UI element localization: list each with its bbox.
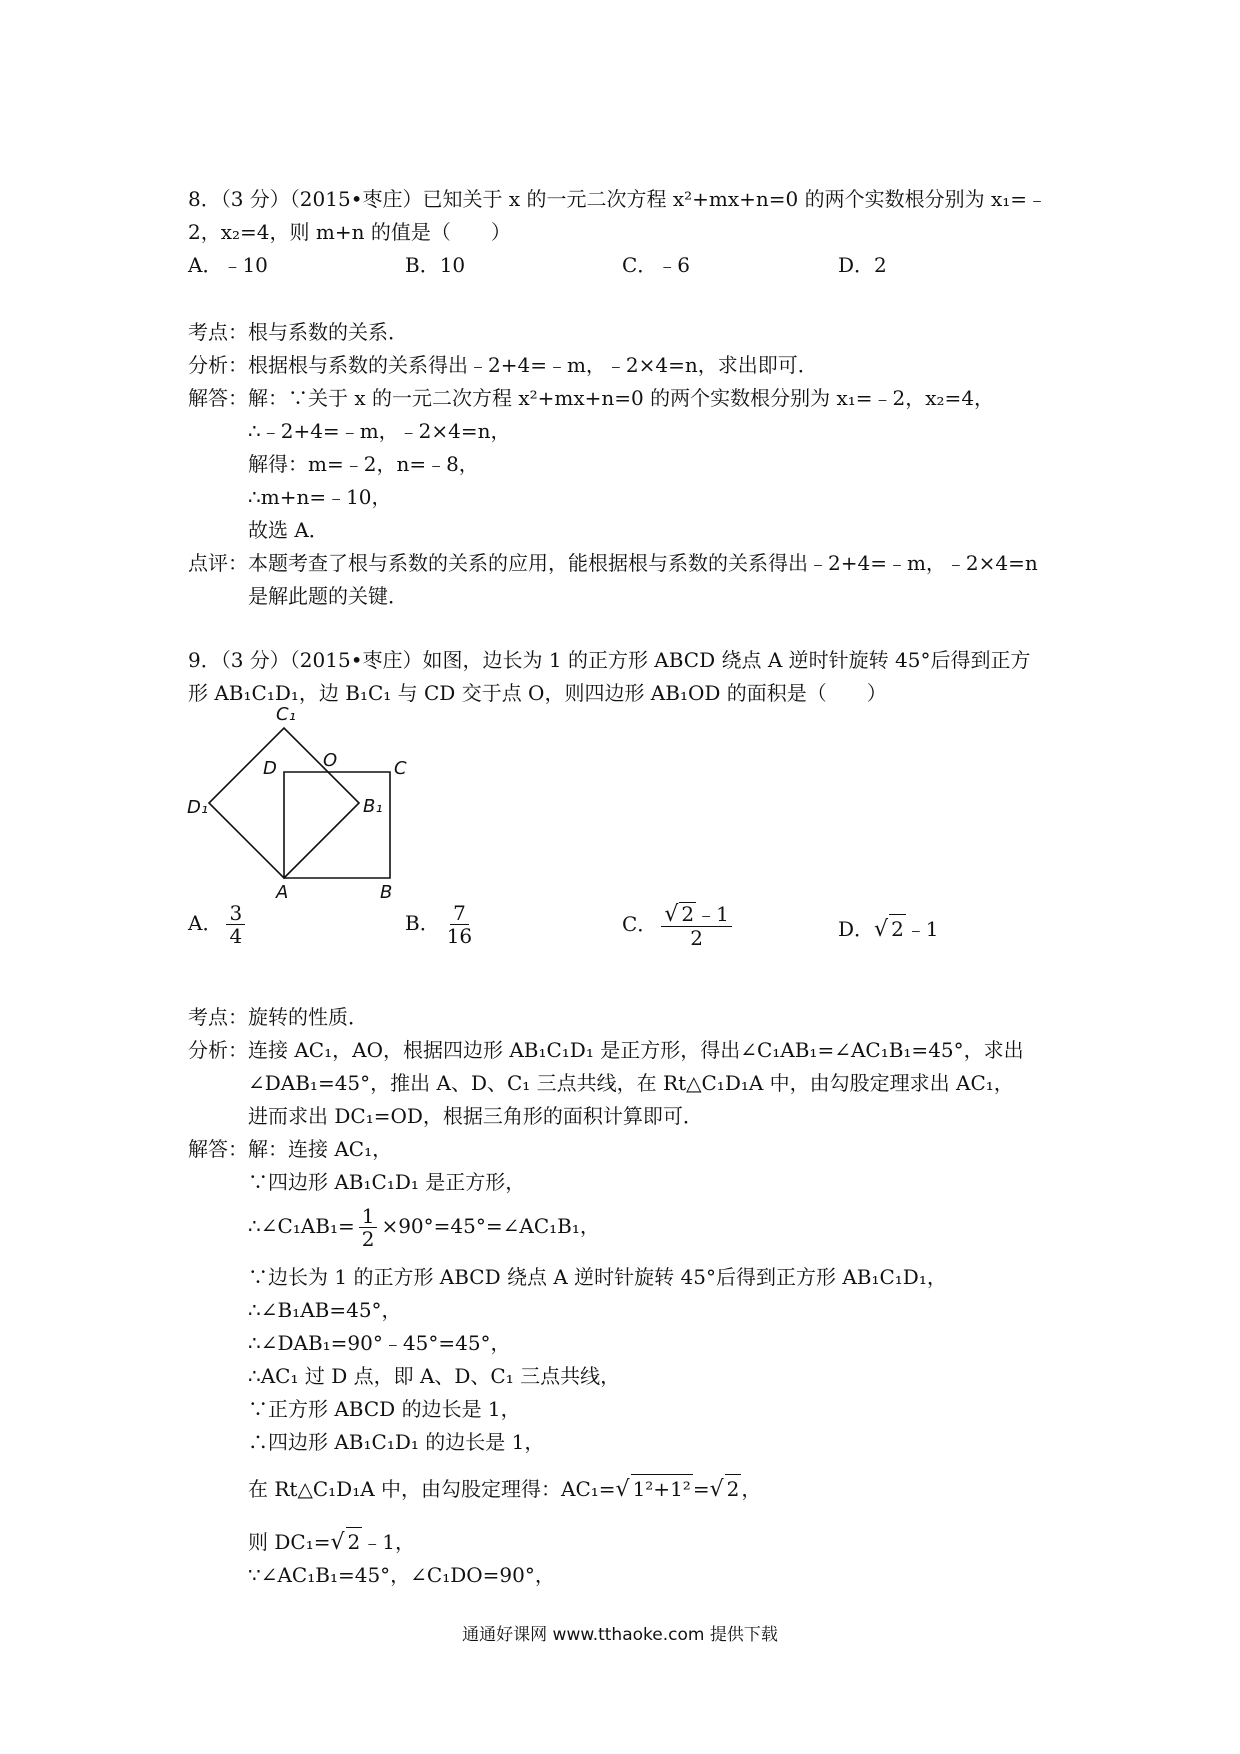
radical-sign: √ bbox=[709, 1477, 724, 1502]
q9-option-d: D．√ 2 ﹣1 bbox=[838, 914, 939, 944]
q8-option-d: D．2 bbox=[838, 253, 887, 277]
q9-option-b: B． $\frac{7}{16}$ bbox=[405, 902, 479, 947]
q8-kaodian: 考点：根与系数的关系． bbox=[188, 320, 408, 344]
q9-jieda-line7: ∴AC₁ 过 D 点，即 A、D、C₁ 三点共线， bbox=[248, 1364, 621, 1388]
q9-jieda-line12: ∵∠AC₁B₁=45°，∠C₁DO=90°， bbox=[248, 1563, 555, 1587]
q9-jieda-line2: ∵四边形 AB₁C₁D₁ 是正方形， bbox=[248, 1170, 526, 1194]
label-c: C bbox=[394, 758, 407, 779]
q8-jieda-line4: ∴m+n=﹣10， bbox=[248, 485, 392, 509]
label-d1: D₁ bbox=[187, 797, 209, 818]
label-o: O bbox=[323, 750, 338, 771]
q8-stem-line2: 2，x₂=4，则 m+n 的值是（ ） bbox=[188, 220, 511, 244]
q9-jieda-line8: ∵正方形 ABCD 的边长是 1， bbox=[248, 1397, 521, 1421]
q9-jieda-line10: 在 Rt△C₁D₁A 中，由勾股定理得：AC₁=√ 1²+1² =√ 2 ， bbox=[248, 1474, 761, 1504]
label-b1: B₁ bbox=[363, 796, 383, 817]
radical-sign: √ bbox=[615, 1477, 630, 1502]
fraction: $\frac{1}{2}$ bbox=[359, 1205, 378, 1250]
q8-option-b: B．10 bbox=[405, 253, 466, 277]
radical-sign: √ bbox=[330, 1530, 345, 1555]
fraction: $\frac{√ 2 ﹣1}{2}$ bbox=[661, 902, 732, 949]
radical-sign: √ bbox=[664, 902, 679, 927]
q8-fenxi: 分析：根据根与系数的关系得出﹣2+4=﹣m，﹣2×4=n，求出即可． bbox=[188, 353, 818, 377]
q8-jieda-line5: 故选 A． bbox=[248, 518, 329, 542]
label-a: A bbox=[276, 882, 289, 903]
q9-jieda-line9: ∴四边形 AB₁C₁D₁ 的边长是 1， bbox=[248, 1430, 545, 1454]
q9-jieda-line4: ∵边长为 1 的正方形 ABCD 绕点 A 逆时针旋转 45°后得到正方形 AB₁C₁D₁， bbox=[248, 1265, 947, 1289]
q9-kaodian: 考点：旋转的性质． bbox=[188, 1005, 368, 1029]
q9-jieda-line5: ∴∠B₁AB=45°， bbox=[248, 1298, 402, 1322]
label-d: D bbox=[263, 758, 277, 779]
q8-jieda-line2: ∴﹣2+4=﹣m，﹣2×4=n， bbox=[248, 419, 511, 443]
q9-fenxi-line3: 进而求出 DC₁=OD，根据三角形的面积计算即可． bbox=[248, 1104, 703, 1128]
q8-dianping-line2: 是解此题的关键． bbox=[248, 584, 408, 608]
q8-option-c: C．﹣6 bbox=[622, 253, 691, 277]
q9-stem-line2: 形 AB₁C₁D₁，边 B₁C₁ 与 CD 交于点 O，则四边形 AB₁OD 的面积是（ ） bbox=[188, 681, 887, 705]
q9-fenxi-line2: ∠DAB₁=45°，推出 A、D、C₁ 三点共线，在 Rt△C₁D₁A 中，由勾股定理求出 AC₁， bbox=[248, 1071, 1014, 1095]
q8-stem-line1: 8．（3 分）（2015•枣庄）已知关于 x 的一元二次方程 x²+mx+n=0 的两个实数根分别为 x₁=﹣ bbox=[188, 187, 1048, 211]
q9-jieda-line6: ∴∠DAB₁=90°﹣45°=45°， bbox=[248, 1331, 511, 1355]
q8-jieda-line3: 解得：m=﹣2，n=﹣8， bbox=[248, 452, 479, 476]
q9-option-c: C． $\frac{√ 2 ﹣1}{2}$ bbox=[622, 902, 736, 949]
q9-jieda-line1: 解答：解：连接 AC₁， bbox=[188, 1137, 393, 1161]
label-c1: C₁ bbox=[276, 704, 296, 725]
q8-jieda-line1: 解答：解：∵关于 x 的一元二次方程 x²+mx+n=0 的两个实数根分别为 x₁=﹣2，x₂=4， bbox=[188, 386, 995, 410]
q9-fenxi-line1: 分析：连接 AC₁，AO，根据四边形 AB₁C₁D₁ 是正方形，得出∠C₁AB₁=∠AC₁B₁=45°，求出 bbox=[188, 1038, 1024, 1062]
label-b: B bbox=[380, 882, 393, 903]
q9-stem-line1: 9．（3 分）（2015•枣庄）如图，边长为 1 的正方形 ABCD 绕点 A 逆时针旋转 45°后得到正方 bbox=[188, 648, 1031, 672]
q8-option-a: A．﹣10 bbox=[188, 253, 268, 277]
footer-watermark: 通通好课网 www.tthaoke.com 提供下载 bbox=[462, 1625, 778, 1645]
fraction: $\frac{7}{16}$ bbox=[446, 901, 473, 948]
rotated-squares-figure bbox=[180, 700, 440, 905]
q8-dianping-line1: 点评：本题考查了根与系数的关系的应用，能根据根与系数的关系得出﹣2+4=﹣m，﹣2×4=n bbox=[188, 551, 1038, 575]
q9-jieda-line3: ∴∠C₁AB₁= $\frac{1}{2}$ ×90°=45°=∠AC₁B₁， bbox=[248, 1204, 600, 1251]
radical-sign: √ bbox=[874, 917, 889, 942]
fraction: $\frac{3}{4}$ bbox=[226, 902, 245, 947]
q9-option-a: A． $\frac{3}{4}$ bbox=[188, 902, 249, 947]
q9-jieda-line11: 则 DC₁=√ 2 ﹣1， bbox=[248, 1527, 415, 1557]
